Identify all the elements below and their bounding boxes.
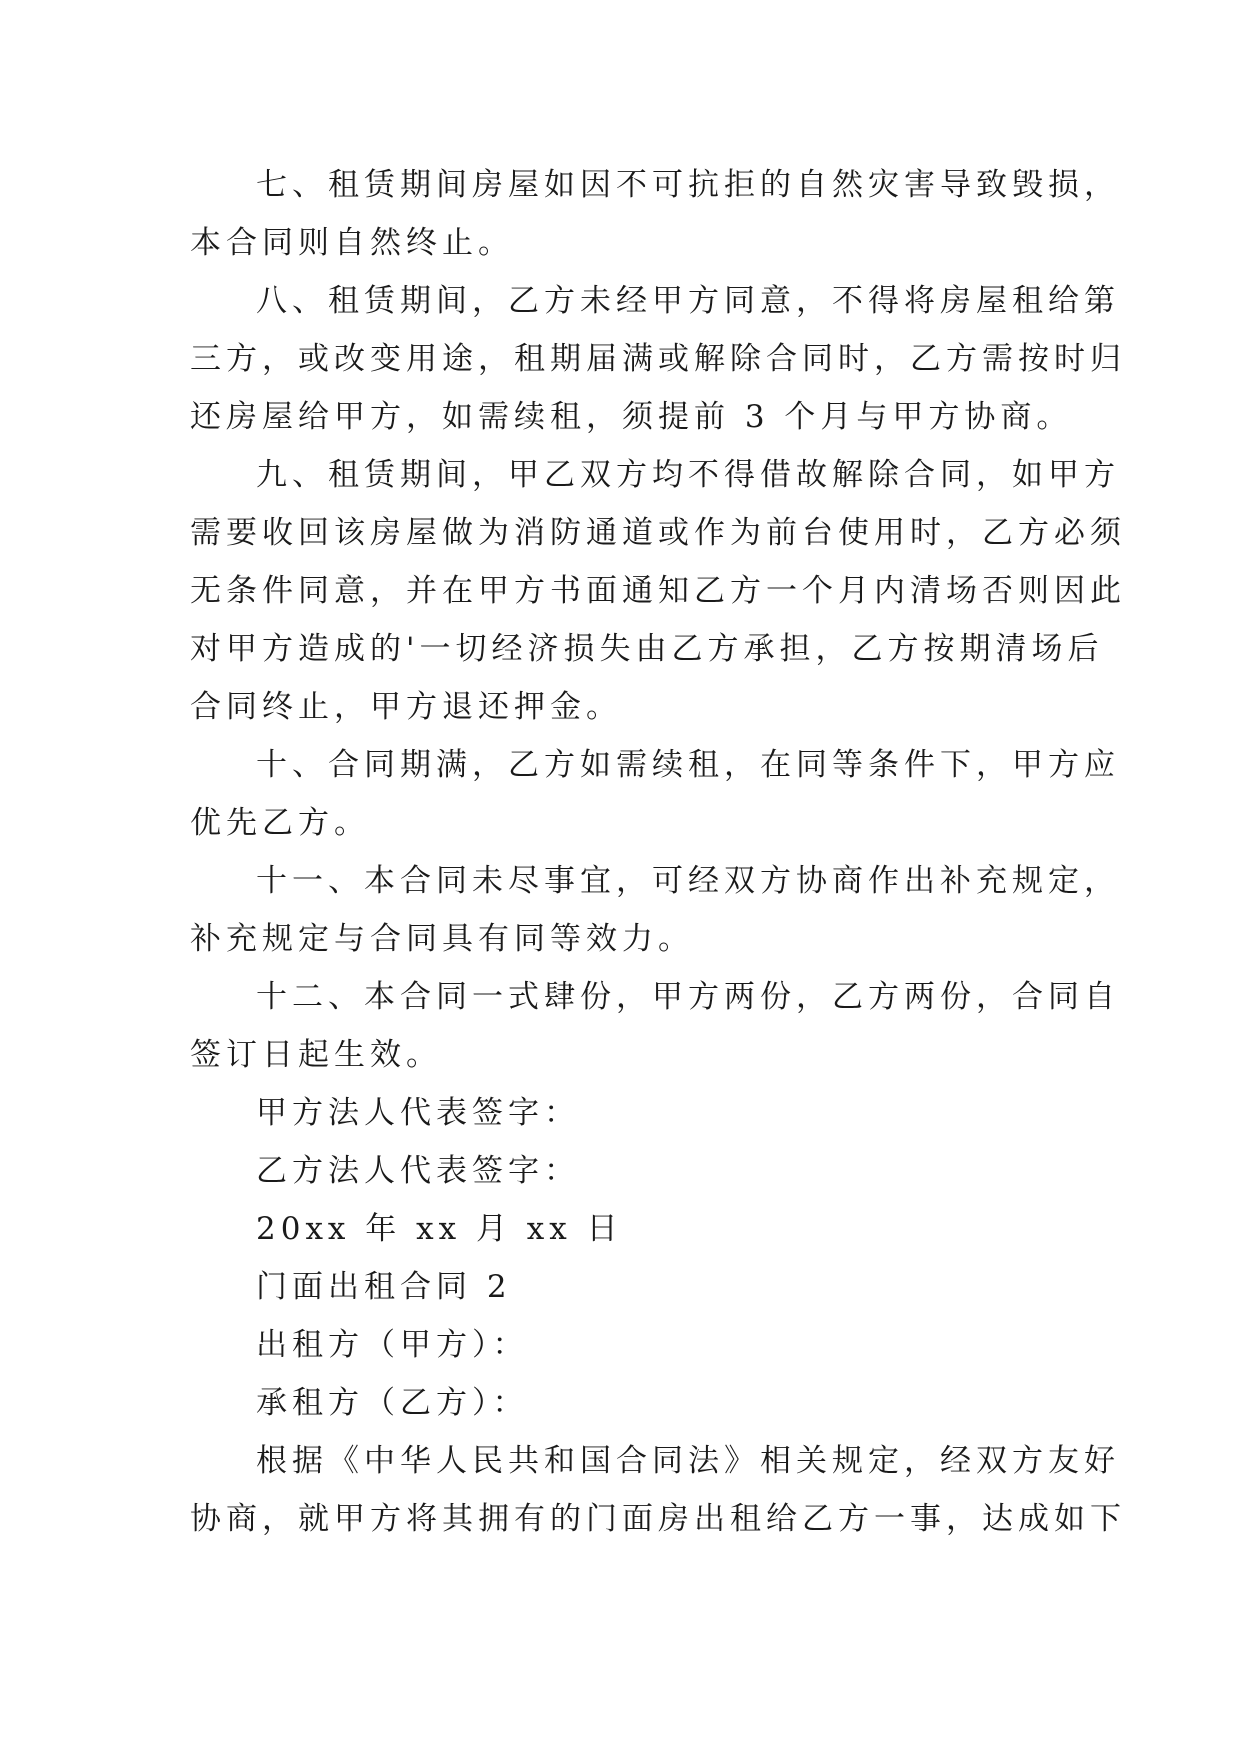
clause-12-line-2: 签订日起生效。 [190,1037,442,1073]
clause-9-line-3: 无条件同意，并在甲方书面通知乙方一个月内清场否则因此 [190,573,1126,609]
clause-7-line-1: 七、租赁期间房屋如因不可抗拒的自然灾害导致毁损， [256,167,1120,203]
clause-8-line-2: 三方，或改变用途，租期届满或解除合同时，乙方需按时归 [190,341,1126,377]
clause-9-line-1: 九、租赁期间，甲乙双方均不得借故解除合同，如甲方 [256,457,1120,493]
clause-10-line-1: 十、合同期满，乙方如需续租，在同等条件下，甲方应 [256,747,1120,783]
clause-11-line-2: 补充规定与合同具有同等效力。 [190,921,694,957]
clause-8-line-1: 八、租赁期间，乙方未经甲方同意，不得将房屋租给第 [256,283,1120,319]
contract-body [190,156,1126,1548]
party-b-signature-label: 乙方法人代表签字： [256,1153,580,1189]
contract-2-title: 门面出租合同 2 [256,1269,512,1305]
clause-9-line-2: 需要收回该房屋做为消防通道或作为前台使用时，乙方必须 [190,515,1126,551]
clause-9-line-5: 合同终止，甲方退还押金。 [190,689,622,725]
clause-10-line-2: 优先乙方。 [190,805,370,841]
lessor-label: 出租方（甲方）： [256,1327,529,1363]
preamble-line-1: 根据《中华人民共和国合同法》相关规定，经双方友好 [256,1443,1120,1479]
preamble-line-2: 协商，就甲方将其拥有的门面房出租给乙方一事，达成如下 [190,1501,1126,1537]
clause-11-line-1: 十一、本合同未尽事宜，可经双方协商作出补充规定， [256,863,1120,899]
lessee-label: 承租方（乙方）： [256,1385,529,1421]
clause-8-line-3: 还房屋给甲方，如需续租，须提前 3 个月与甲方协商。 [190,399,1073,435]
clause-12-line-1: 十二、本合同一式肆份，甲方两份，乙方两份，合同自 [256,979,1120,1015]
signing-date: 20xx 年 xx 月 xx 日 [256,1211,623,1247]
clause-7-line-2: 本合同则自然终止。 [190,225,514,261]
party-a-signature-label: 甲方法人代表签字： [256,1095,580,1131]
clause-9-line-4: 对甲方造成的'一切经济损失由乙方承担，乙方按期清场后 [190,631,1104,667]
